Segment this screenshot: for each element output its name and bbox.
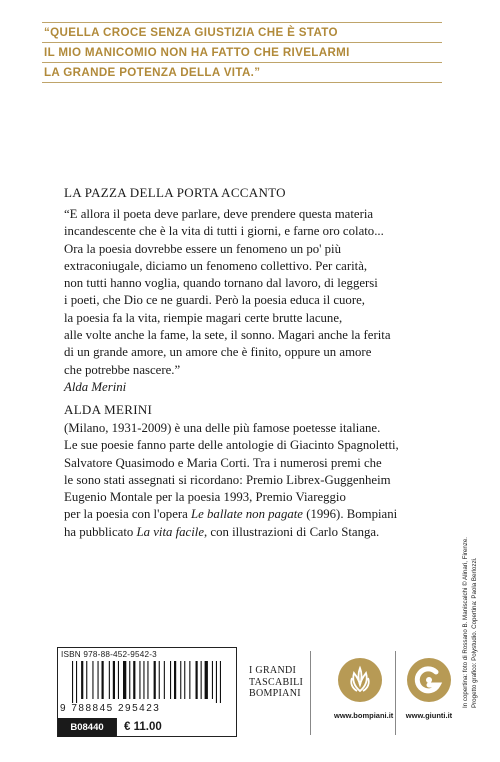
bio-text-span: , con illustrazioni di Carlo Stanga. [204,524,380,539]
bio-line: Salvatore Quasimodo e Maria Corti. Tra i numerosi premi che [64,455,382,470]
series-imprint [249,665,304,700]
bio-text-span: per la poesia con l'opera [64,507,192,522]
bio-text [64,420,434,541]
barcode-box [57,647,237,737]
quote-line: IL MIO MANICOMIO NON HA FATTO CHE RIVELARMI [42,43,442,63]
product-code: B08440 [58,718,116,737]
bio-line [64,524,434,541]
ean-digits: 9 788845 295423 [60,703,161,714]
bio-heading: ALDA MERINI [64,402,153,417]
blurb-line: alle volte anche la fame, la sete, il sonno. Magari anche la ferita [64,328,391,343]
bio-line: Eugenio Montale per la poesia 1993, Premio Viareggio [64,490,346,505]
imprint-line: BOMPIANI [249,688,301,699]
bio-line: le sono stati assegnati si ricordano: Premio Librex-Guggenheim [64,472,391,487]
bio-line [64,506,434,523]
blurb-line: che potrebbe nascere.” [64,362,181,377]
cover-credits [462,508,479,708]
blurb-line: non tutti hanno voglia, quando tornano dal lavoro, di leggersi [64,276,378,291]
blurb-line: Ora la poesia dovrebbe essere un fenomeno un po' più [64,241,341,256]
bompiani-logo-icon [338,658,382,702]
blurb-heading: LA PAZZA DELLA PORTA ACCANTO [64,185,286,200]
bompiani-url[interactable]: www.bompiani.it [334,711,394,720]
blurb-attribution: Alda Merini [64,379,127,394]
imprint-line: TASCABILI [249,676,304,688]
bio-text-span: ha pubblicato [64,524,137,539]
blurb-line: di un grande amore, un amore che è finito, oppure un amore [64,345,372,360]
blurb-line: “E allora il poeta deve parlare, deve prendere questa materia [64,207,374,221]
divider [395,651,396,735]
price: € 11.00 [124,721,162,733]
price-divider [116,718,117,737]
credits-line: In copertina: foto di Rossano B. Maniscalchi © Alinari, Firenze. [462,536,469,708]
pull-quote [42,22,442,83]
imprint-line: I GRANDI [249,665,297,676]
quote-line: “QUELLA CROCE SENZA GIUSTIZIA CHE È STATO [42,23,442,43]
book-title: Le ballate non pagate [191,507,303,522]
blurb-line: extraconiugale, diciamo un fenomeno collettivo. Per carità, [64,258,368,273]
bio-text-span: (1996). Bompiani [303,507,398,522]
blurb-text [64,206,434,396]
bio-line: (Milano, 1931-2009) è una delle più famose poetesse italiane. [64,421,381,435]
credits-line: Progetto grafico: Polystudio. Copertina: Paola Berlozzi. [470,557,478,708]
barcode-bars [72,661,230,703]
divider [310,651,311,735]
book-title: La vita facile [136,524,205,539]
quote-line: LA GRANDE POTENZA DELLA VITA.” [44,66,261,79]
bio-line: Le sue poesie fanno parte delle antologie di Giacinto Spagnoletti, [64,438,399,453]
blurb-line: la poesia fa la vita, riempie magari certe brutte lacune, [64,310,343,325]
giunti-url[interactable]: www.giunti.it [405,711,453,720]
giunti-logo-icon [407,658,451,702]
blurb-line: i poeti, che Dio ce ne guardi. Però la poesia educa il cuore, [64,293,365,308]
blurb-line: incandescente che è la vita di tutti i giorni, e farne oro colato... [64,224,384,239]
isbn: ISBN 978-88-452-9542-3 [61,650,157,659]
